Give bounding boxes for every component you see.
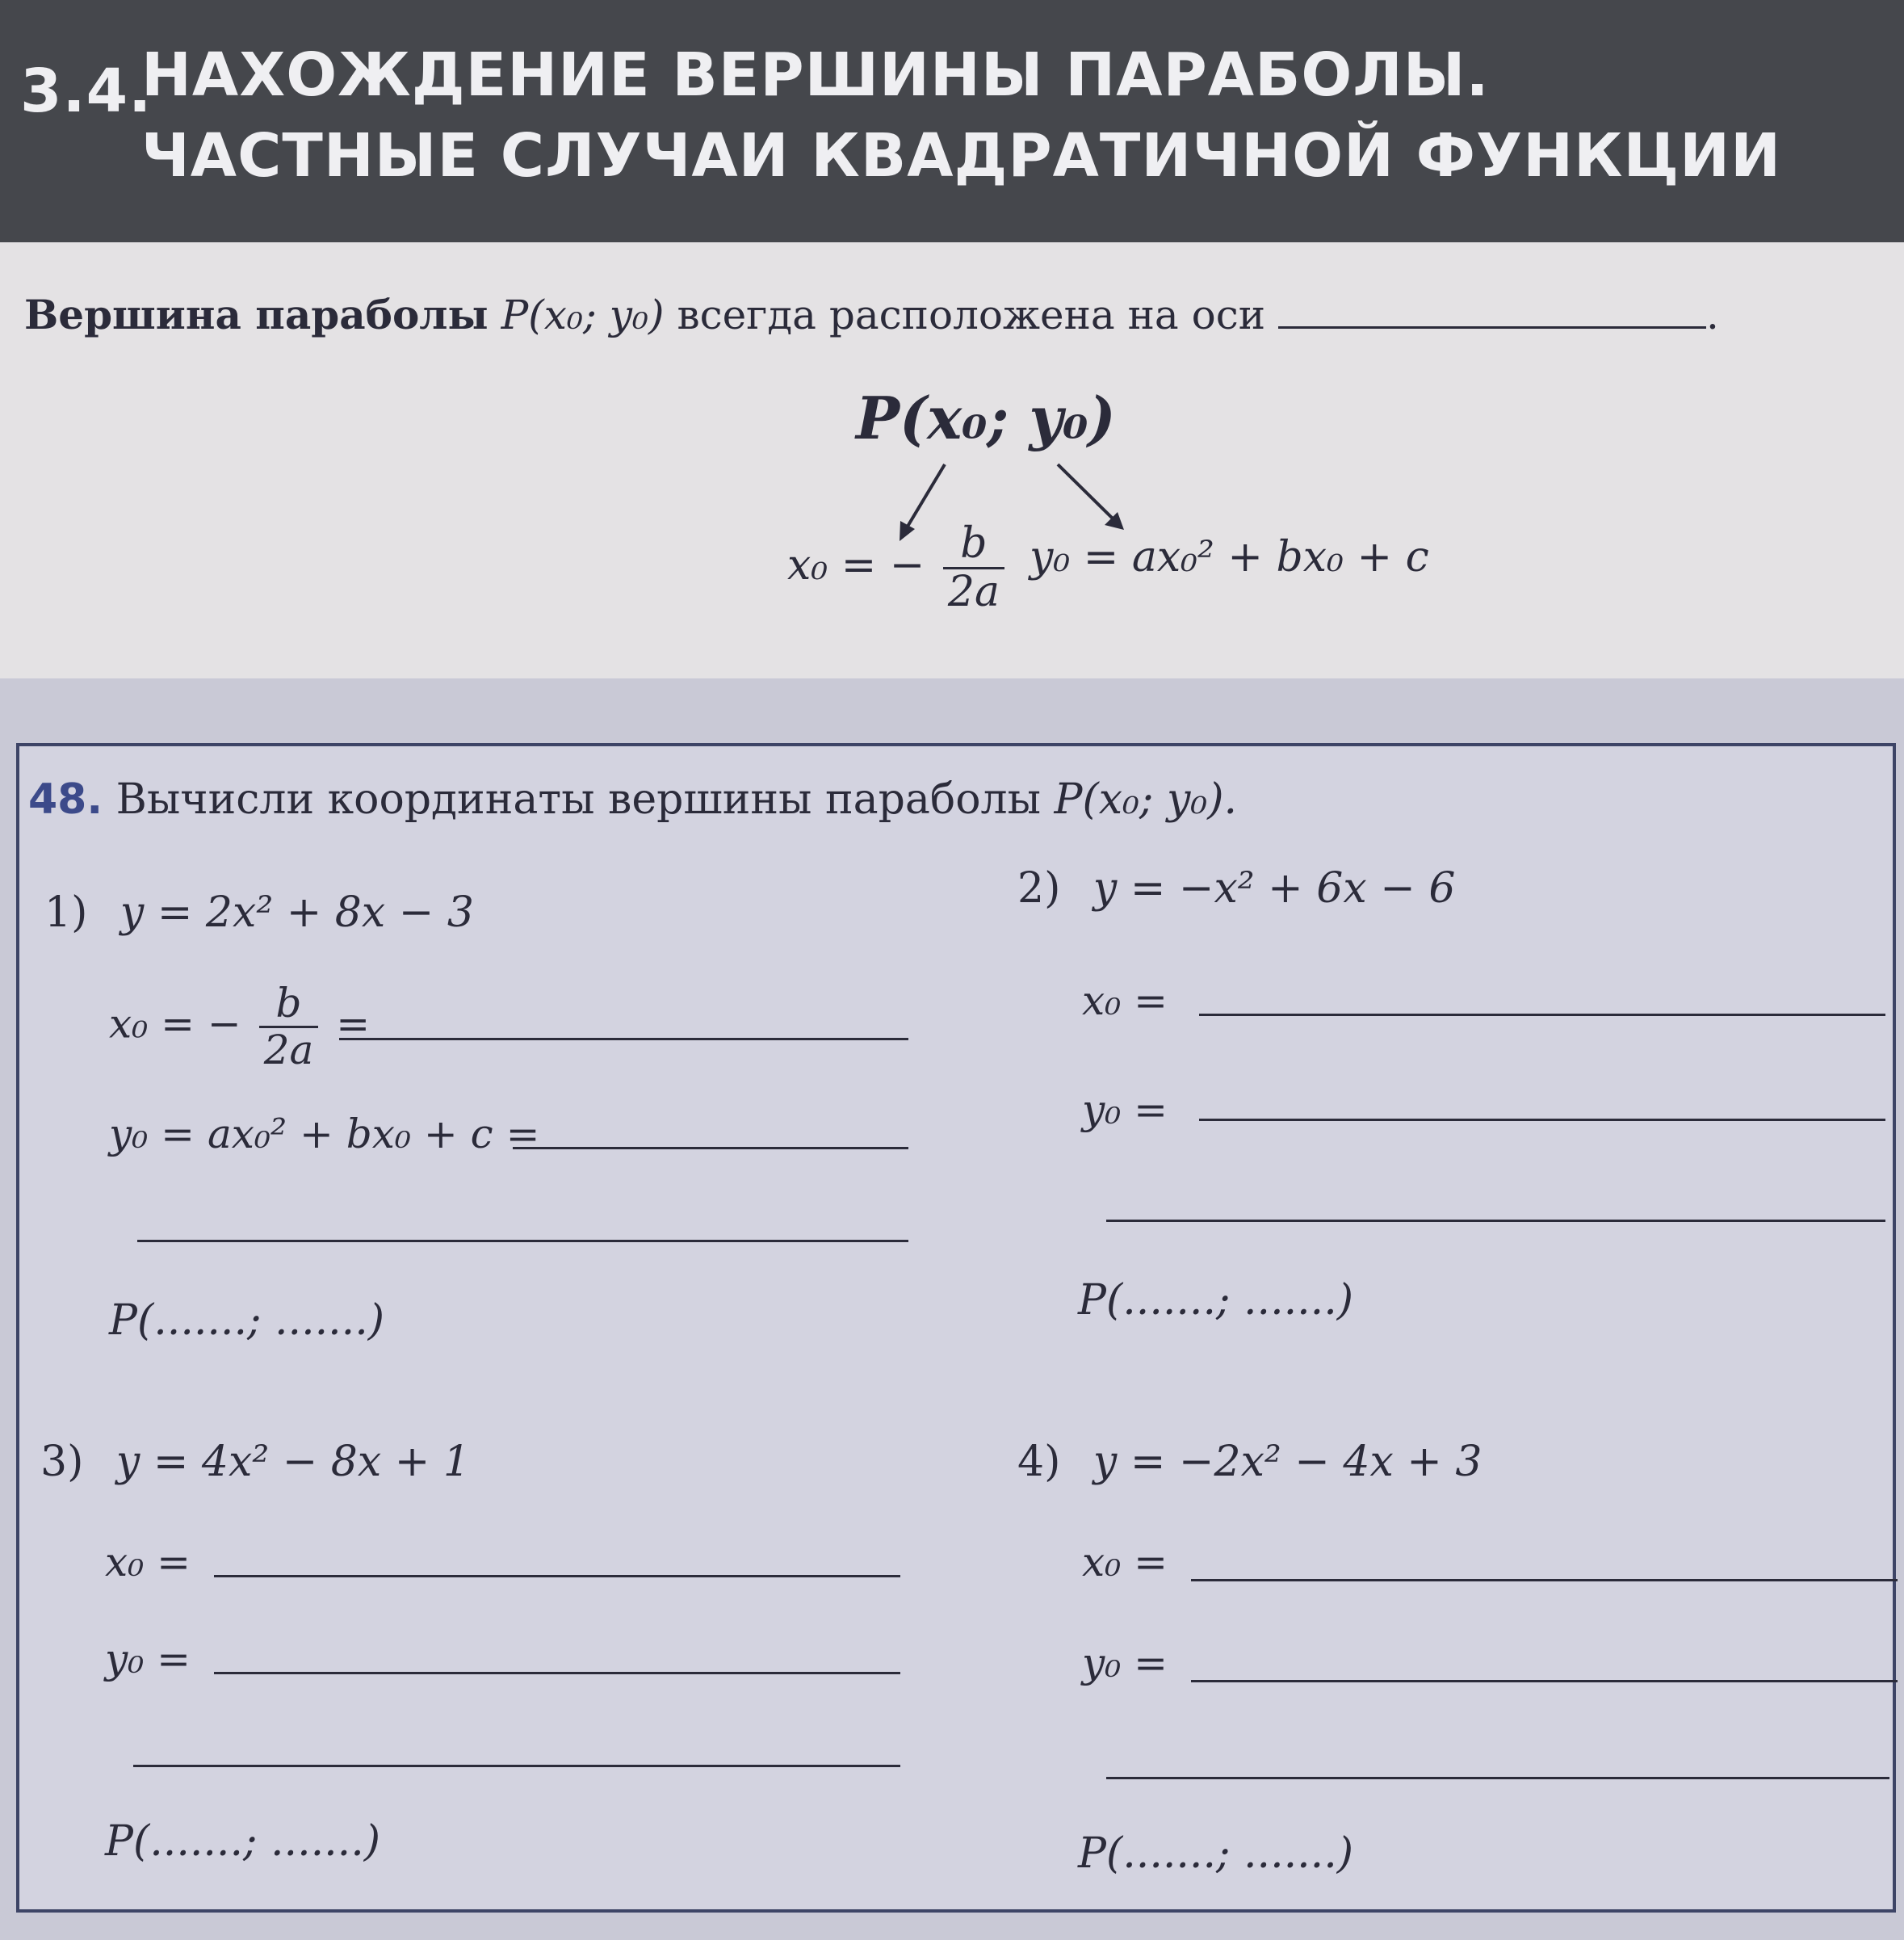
chapter-header: [0, 0, 1904, 242]
item-4-label: 4): [1017, 1438, 1061, 1486]
task-point: P(x₀; y₀).: [1054, 775, 1238, 824]
item-4-x-label: x₀ =: [1082, 1539, 1168, 1585]
item-3-head: [40, 1438, 470, 1486]
item-3-x-answer-line[interactable]: [214, 1575, 900, 1577]
item-3-label: 3): [40, 1438, 84, 1486]
item-2-answer: P(.......; .......): [1078, 1276, 1354, 1325]
item-1-head: [44, 888, 474, 937]
item-2-head: [1017, 864, 1455, 913]
task-number: 48.: [28, 775, 103, 824]
x0-frac-num: b: [943, 521, 1004, 569]
item-4-y-label: y₀ =: [1082, 1640, 1168, 1686]
item-1-y-label: y₀ = ax₀² + bx₀ + c =: [109, 1111, 540, 1157]
item-1-answer: P(.......; .......): [109, 1296, 385, 1345]
item-3-extra-line[interactable]: [133, 1765, 900, 1767]
task-title: [28, 775, 1237, 824]
item-1-extra-line[interactable]: [137, 1240, 908, 1242]
x0-formula-left: x₀ = −: [787, 541, 925, 590]
item-3-equation: y = 4x² − 8x + 1: [115, 1438, 470, 1486]
item-3-y-label: y₀ =: [105, 1636, 191, 1682]
theory-statement: [24, 291, 1719, 338]
x0-fraction: [943, 521, 1004, 615]
item-1-frac-num: b: [259, 981, 319, 1028]
item-2-x-label: x₀ =: [1082, 977, 1168, 1024]
item-2-y-label: y₀ =: [1082, 1086, 1168, 1133]
vertex-formula: P(x₀; y₀): [856, 384, 1116, 452]
theory-text-after: всегда расположена на оси: [677, 292, 1266, 338]
axis-answer-line[interactable]: [1278, 326, 1706, 329]
item-2-label: 2): [1017, 864, 1061, 913]
item-1-fraction: [259, 981, 319, 1073]
item-1-frac-den: 2a: [263, 1027, 314, 1073]
item-4-answer: P(.......; .......): [1078, 1829, 1354, 1878]
arrow-right: [1058, 464, 1113, 519]
theory-block: [0, 242, 1904, 678]
item-3-x-label: x₀ =: [105, 1539, 191, 1585]
item-1-x-label: [109, 981, 370, 1073]
item-4-extra-line[interactable]: [1106, 1777, 1889, 1779]
item-1-x-answer-line[interactable]: [339, 1038, 908, 1040]
y0-formula: y₀ = ax₀² + bx₀ + c: [1030, 533, 1429, 582]
item-2-equation: y = −x² + 6x − 6: [1092, 864, 1456, 913]
x0-frac-den: 2a: [947, 568, 1000, 617]
item-4-y-answer-line[interactable]: [1191, 1680, 1898, 1682]
item-2-extra-line[interactable]: [1106, 1220, 1885, 1222]
section-number: 3.4.: [20, 57, 153, 126]
theory-point: P(x₀; y₀): [501, 292, 665, 338]
theory-end-mark: .: [1705, 292, 1719, 338]
theory-text-before: Вершина параболы: [24, 291, 489, 338]
item-1-x-tail: =: [336, 1000, 371, 1048]
item-2-y-answer-line[interactable]: [1199, 1119, 1885, 1121]
item-4-equation: y = −2x² − 4x + 3: [1092, 1438, 1483, 1486]
item-1-x-left: x₀ = −: [109, 1000, 241, 1048]
item-3-y-answer-line[interactable]: [214, 1672, 900, 1674]
section-title-line1: НАХОЖДЕНИЕ ВЕРШИНЫ ПАРАБОЛЫ.: [141, 40, 1490, 110]
item-4-x-answer-line[interactable]: [1191, 1579, 1898, 1581]
x0-formula: [787, 521, 1009, 615]
section-title-line2: ЧАСТНЫЕ СЛУЧАИ КВАДРАТИЧНОЙ ФУНКЦИИ: [141, 121, 1782, 191]
item-3-answer: P(.......; .......): [105, 1817, 381, 1866]
item-1-label: 1): [44, 888, 88, 937]
item-2-x-answer-line[interactable]: [1199, 1014, 1885, 1016]
arrow-left: [906, 464, 945, 529]
item-1-y-answer-line[interactable]: [513, 1147, 908, 1149]
task-text: Вычисли координаты вершины параболы: [115, 775, 1041, 824]
item-1-equation: y = 2x² + 8x − 3: [120, 888, 474, 937]
item-4-head: [1017, 1438, 1483, 1486]
